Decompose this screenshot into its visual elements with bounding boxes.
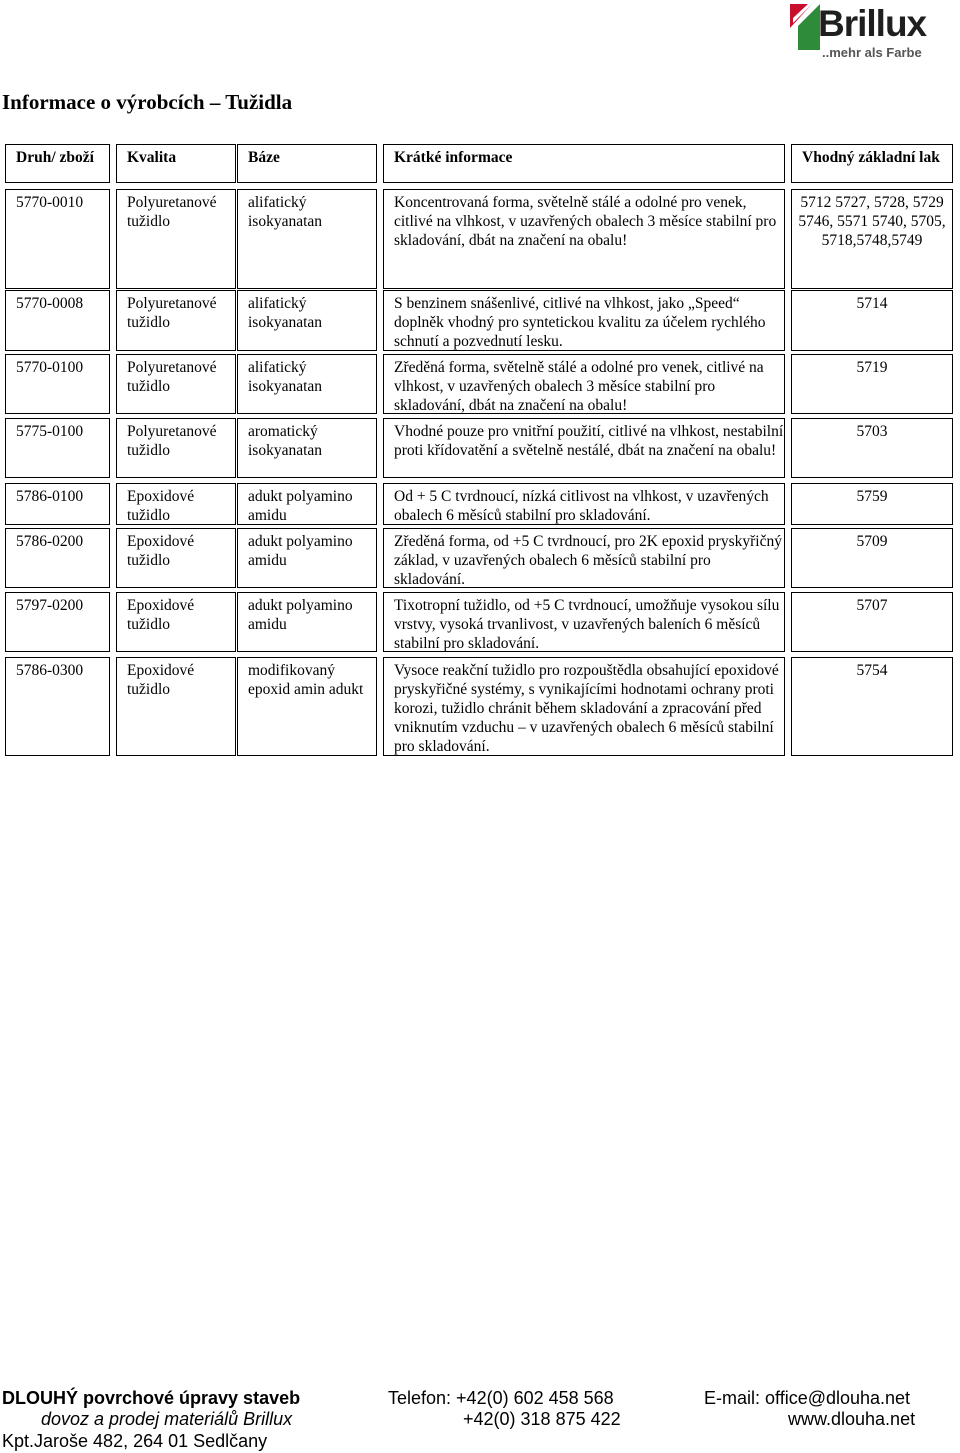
- cell-base-lacquer: 5709: [791, 528, 953, 588]
- cell-short-info: Vhodné pouze pro vnitřní použití, citlivé na vlhkost, nestabilní proti křídovatění a světelně nestálé, dbát na značení na obalu!: [383, 418, 785, 478]
- cell-base-lacquer: 5714: [791, 290, 953, 351]
- cell-base: alifatický isokyanatan: [237, 189, 377, 289]
- cell-quality: Epoxidové tužidlo: [116, 483, 236, 525]
- cell-base-lacquer: 5719: [791, 354, 953, 414]
- footer-phone-2: +42(0) 318 875 422: [463, 1409, 621, 1429]
- cell-short-info: S benzinem snášenlivé, citlivé na vlhkost, jako „Speed“ doplněk vhodný pro syntetickou kvalitu za účelem rychlého schnutí a pozvednutí lesku.: [383, 290, 785, 351]
- header-short-info: Krátké informace: [383, 144, 785, 183]
- cell-short-info: Vysoce reakční tužidlo pro rozpouštědla obsahující epoxidové pryskyřičné systémy, s vynikajícími hodnotami ochrany proti korozi, tužidlo chránit během skladování a zpracování před vniknutím vzduchu – v uzavřených obalech 6 měsíců stabilní pro skladování.: [383, 657, 785, 756]
- header-base-lacquer: Vhodný základní lak: [791, 144, 953, 183]
- cell-base: adukt polyamino amidu: [237, 528, 377, 588]
- cell-quality: Epoxidové tužidlo: [116, 657, 236, 756]
- cell-short-info: Zředěná forma, od +5 C tvrdnoucí, pro 2K epoxid pryskyřičný základ, v uzavřených obalech 6 měsíců stabilní pro skladování.: [383, 528, 785, 588]
- footer-address: Kpt.Jaroše 482, 264 01 Sedlčany: [2, 1431, 268, 1451]
- footer-web[interactable]: www.dlouha.net: [788, 1409, 916, 1429]
- cell-product-code: 5770-0100: [5, 354, 110, 414]
- cell-base: adukt polyamino amidu: [237, 592, 377, 652]
- cell-quality: Polyuretanové tužidlo: [116, 418, 236, 478]
- header-quality: Kvalita: [116, 144, 236, 183]
- cell-base: adukt polyamino amidu: [237, 483, 377, 525]
- footer-tagline: dovoz a prodej materiálů Brillux: [41, 1409, 293, 1429]
- cell-short-info: Koncentrovaná forma, světelně stálé a odolné pro venek, citlivé na vlhkost, v uzavřených obalech 3 měsíce stabilní pro skladování, dbát na značení na obalu!: [383, 189, 785, 289]
- cell-quality: Epoxidové tužidlo: [116, 528, 236, 588]
- cell-base: modifikovaný epoxid amin adukt: [237, 657, 377, 756]
- header-product-code: Druh/ zboží: [5, 144, 110, 183]
- brand-tagline: ..mehr als Farbe: [822, 45, 922, 60]
- cell-quality: Polyuretanové tužidlo: [116, 189, 236, 289]
- cell-base: alifatický isokyanatan: [237, 290, 377, 351]
- header-base: Báze: [237, 144, 377, 183]
- cell-short-info: Od + 5 C tvrdnoucí, nízká citlivost na vlhkost, v uzavřených obalech 6 měsíců stabilní pro skladování.: [383, 483, 785, 525]
- cell-product-code: 5786-0100: [5, 483, 110, 525]
- cell-quality: Epoxidové tužidlo: [116, 592, 236, 652]
- cell-base-lacquer: 5754: [791, 657, 953, 756]
- cell-product-code: 5775-0100: [5, 418, 110, 478]
- cell-base-lacquer: 5707: [791, 592, 953, 652]
- cell-quality: Polyuretanové tužidlo: [116, 290, 236, 351]
- footer-email[interactable]: E-mail: office@dlouha.net: [704, 1388, 911, 1408]
- footer-phone-1: Telefon: +42(0) 602 458 568: [388, 1388, 614, 1408]
- cell-product-code: 5786-0200: [5, 528, 110, 588]
- page-title: Informace o výrobcích – Tužidla: [2, 90, 293, 114]
- brand-logo: [788, 2, 960, 64]
- cell-product-code: 5770-0010: [5, 189, 110, 289]
- cell-short-info: Zředěná forma, světelně stálé a odolné pro venek, citlivé na vlhkost, v uzavřených obalech 3 měsíce stabilní pro skladování, dbát na značení na obalu!: [383, 354, 785, 414]
- cell-base-lacquer: 5703: [791, 418, 953, 478]
- cell-product-code: 5770-0008: [5, 290, 110, 351]
- footer-company: DLOUHÝ povrchové úpravy staveb: [2, 1388, 301, 1408]
- cell-base-lacquer: 5712 5727, 5728, 5729 5746, 5571 5740, 5705, 5718,5748,5749: [791, 189, 953, 289]
- cell-base: aromatický isokyanatan: [237, 418, 377, 478]
- cell-quality: Polyuretanové tužidlo: [116, 354, 236, 414]
- cell-product-code: 5786-0300: [5, 657, 110, 756]
- brand-name: Brillux: [818, 3, 927, 44]
- cell-base-lacquer: 5759: [791, 483, 953, 525]
- cell-base: alifatický isokyanatan: [237, 354, 377, 414]
- cell-product-code: 5797-0200: [5, 592, 110, 652]
- cell-short-info: Tixotropní tužidlo, od +5 C tvrdnoucí, umožňuje vysokou sílu vrstvy, vysoká trvanlivost, v uzavřených baleních 6 měsíců stabilní pro skladování.: [383, 592, 785, 652]
